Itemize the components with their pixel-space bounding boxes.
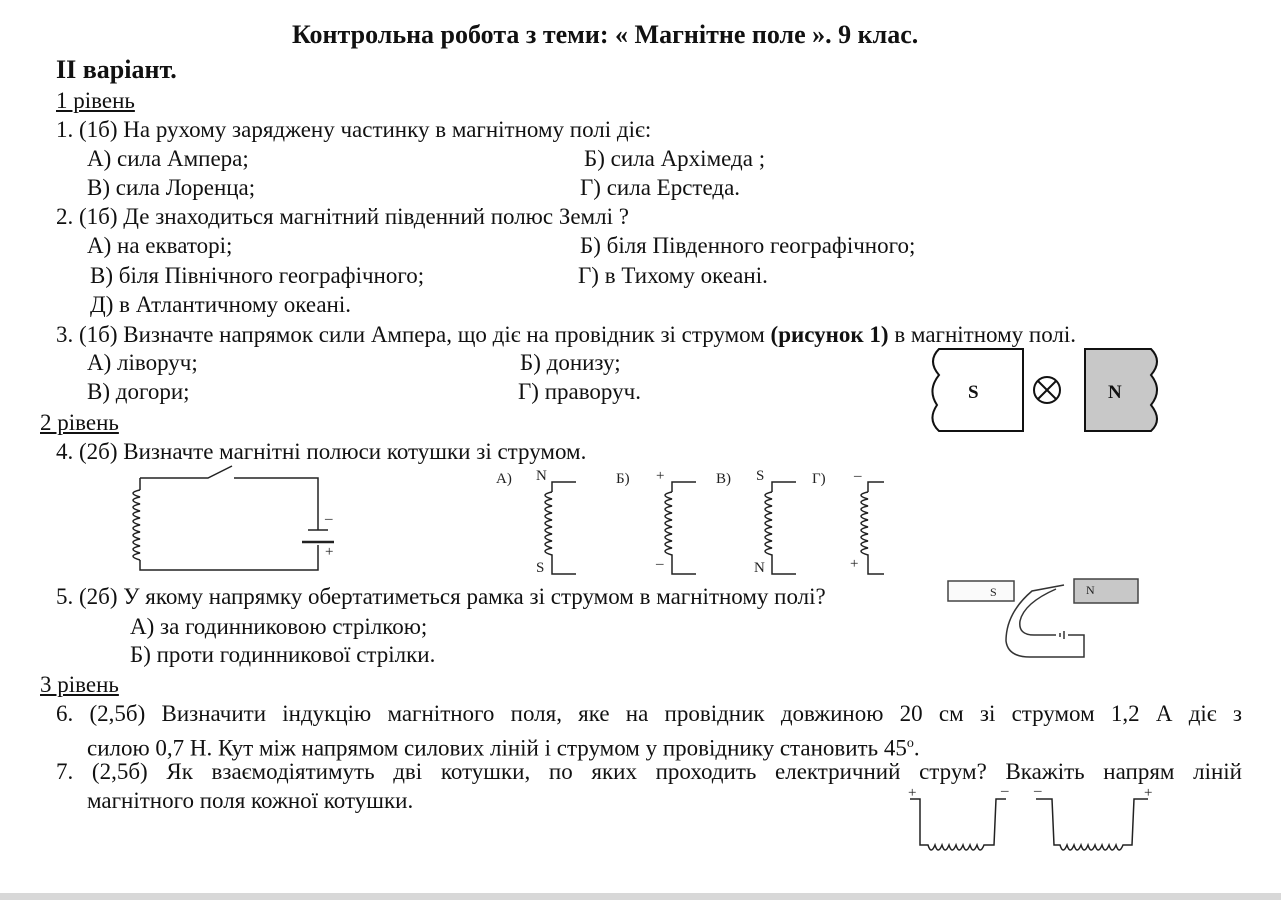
q4-option-d [812, 468, 884, 574]
question-7-cont: магнітного поля кожної котушки. [87, 788, 414, 813]
q4-option-a [496, 468, 576, 576]
question-4: 4. (2б) Визначте магнітні полюси котушки зі струмом. [56, 439, 587, 464]
q4-options-diagram [490, 462, 900, 582]
question-5: 5. (2б) У якому напрямку обертатиметься рамка зі струмом в магнітному полі? [56, 584, 826, 609]
switch-icon [140, 466, 232, 478]
q6-text: силою 0,7 Н. Кут між напрямом силових ліній і струмом у провіднику становить 45 [87, 735, 907, 761]
q5-option-a: А) за годинниковою стрілкою; [130, 614, 428, 639]
magnet-s [948, 581, 1014, 601]
svg-text:S: S [990, 585, 997, 599]
figure-1-magnets [925, 345, 1165, 435]
svg-text:–: – [1001, 783, 1009, 799]
q2-option-b: Б) біля Південного географічного; [580, 233, 916, 258]
current-frame [1006, 585, 1084, 657]
coil-icon [133, 490, 140, 560]
variant-heading: ІІ варіант. [56, 55, 177, 84]
question-6: 6. (2,5б) Визначити індукцію магнітного поля, яке на провідник довжиною 20 см зі струмом 1,2 А діє з [56, 701, 1242, 726]
q5-option-b: Б) проти годинникової стрілки. [130, 642, 436, 667]
q4-option-b [616, 468, 696, 574]
svg-text:+: + [656, 468, 665, 484]
question-1: 1. (1б) На рухому заряджену частинку в магнітному полі діє: [56, 117, 652, 142]
q1-option-c: В) сила Лоренца; [87, 175, 256, 200]
q1-option-b: Б) сила Архімеда ; [584, 146, 766, 171]
q5-frame-diagram [944, 577, 1144, 667]
svg-text:А): А) [496, 471, 512, 487]
q7-coils-diagram [900, 785, 1160, 865]
svg-text:N: N [754, 560, 765, 576]
q3-option-d: Г) праворуч. [518, 379, 641, 404]
svg-text:–: – [656, 556, 664, 572]
q4-circuit-diagram [118, 470, 338, 585]
magnet-s-label: S [968, 382, 979, 403]
q4-option-c [716, 468, 796, 576]
level-3-heading: 3 рівень [40, 672, 119, 697]
svg-text:В): В) [716, 471, 731, 487]
q1-option-d: Г) сила Ерстеда. [580, 175, 741, 200]
degree-sign: o [906, 736, 914, 751]
question-7: 7. (2,5б) Як взаємодіятимуть дві котушки, по яких проходить електричний струм? Вкажіть напрям ліній [56, 759, 1242, 784]
coil-1 [908, 783, 1009, 850]
svg-text:Г): Г) [812, 471, 826, 487]
page-title: Контрольна робота з теми: « Магнітне поле ». 9 клас. [292, 20, 919, 49]
svg-text:S: S [756, 468, 765, 484]
magnet-n [1074, 579, 1138, 603]
svg-text:N: N [536, 468, 547, 484]
svg-text:+: + [1144, 785, 1153, 801]
coil-2 [1033, 783, 1152, 850]
q3-option-a: А) ліворуч; [87, 350, 198, 375]
q2-option-d: Г) в Тихому океані. [578, 263, 768, 288]
q3-figure-ref: (рисунок 1) [770, 322, 889, 347]
q3-text: 3. (1б) Визначте напрямок сили Ампера, що діє на провідник зі струмом [56, 322, 771, 347]
svg-text:S: S [536, 560, 545, 576]
magnet-n-label: N [1108, 382, 1122, 403]
q2-option-a: А) на екваторі; [87, 233, 233, 258]
svg-text:Б): Б) [616, 471, 630, 487]
battery-plus-label: + [325, 544, 334, 560]
q1-option-a: А) сила Ампера; [87, 146, 249, 171]
level-2-heading: 2 рівень [40, 410, 119, 435]
level-1-heading: 1 рівень [56, 88, 135, 113]
battery-minus-label: – [325, 511, 333, 527]
svg-text:N: N [1086, 583, 1095, 597]
svg-text:–: – [854, 468, 862, 484]
q3-option-b: Б) донизу; [520, 350, 621, 375]
question-2: 2. (1б) Де знаходиться магнітний південний полюс Землі ? [56, 204, 629, 229]
q2-option-c: В) біля Північного географічного; [90, 263, 425, 288]
svg-text:–: – [1034, 783, 1042, 799]
svg-text:+: + [908, 785, 917, 801]
question-3 [56, 321, 1076, 349]
q3-text-end: в магнітному полі. [888, 322, 1077, 347]
q2-option-e: Д) в Атлантичному океані. [90, 292, 351, 317]
q3-option-c: В) догори; [87, 379, 190, 404]
question-6-cont: силою 0,7 Н. Кут між напрямом силових ліній і струмом у провіднику становить 45$^o$. [87, 735, 920, 761]
svg-text:+: + [850, 556, 859, 572]
page-edge [0, 893, 1281, 900]
